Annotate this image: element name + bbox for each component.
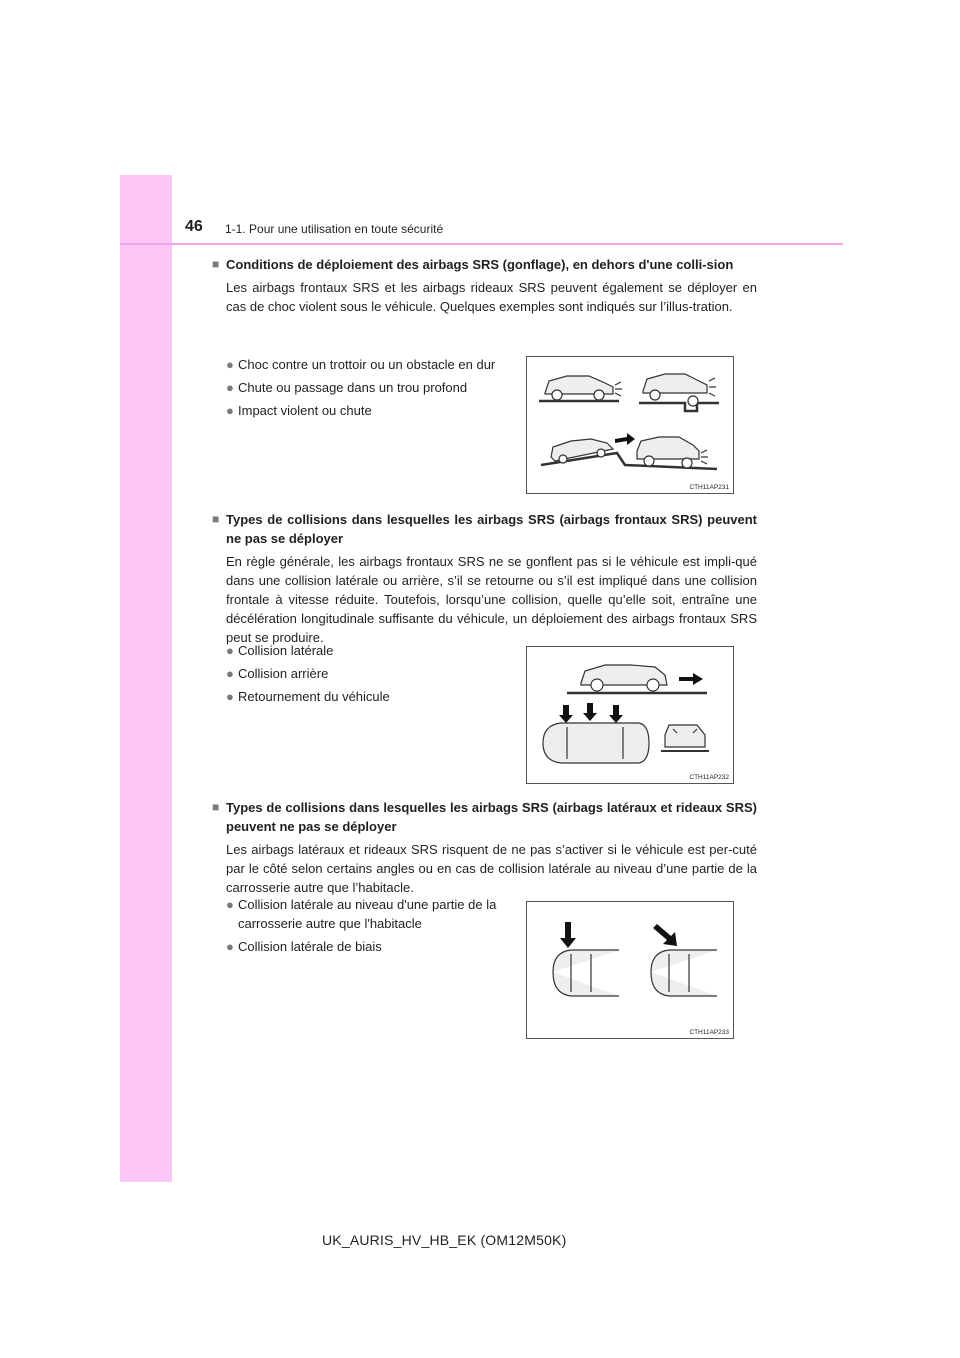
header-rule: [120, 243, 843, 245]
circle-bullet-icon: ●: [226, 939, 234, 954]
page-number: 46: [185, 218, 203, 235]
list-item: ● Retournement du véhicule: [226, 689, 390, 704]
list-item: ● Collision latérale: [226, 643, 334, 658]
bullet-list: [226, 895, 516, 960]
circle-bullet-icon: ●: [226, 689, 234, 704]
car-collision-drawing: [527, 647, 733, 783]
list-item: ● Impact violent ou chute: [226, 403, 372, 418]
list-item: ● Collision arrière: [226, 666, 329, 681]
illustration-side-rear-rollover: [526, 646, 734, 784]
circle-bullet-icon: ●: [226, 403, 234, 418]
square-bullet-icon: ■: [212, 257, 220, 271]
section-heading: ■ Conditions de déploiement des airbags SRS (gonflage), en dehors d'une colli-sion: [212, 257, 734, 272]
section-frontal-no-deploy: [212, 510, 757, 647]
illustration-underbody-impacts: [526, 356, 734, 494]
section-side-no-deploy: [212, 798, 757, 897]
section-title: 1-1. Pour une utilisation en toute sécurité: [225, 222, 444, 236]
square-bullet-icon: ■: [212, 512, 220, 526]
figure-code: CTH11AP232: [689, 774, 729, 781]
illustration-side-angles: [526, 901, 734, 1039]
figure-code: CTH11AP233: [689, 1029, 729, 1036]
list-item: ● Collision latérale au niveau d'une partie de la carrosserie autre que l'habitacle: [226, 897, 497, 931]
document-footer: UK_AURIS_HV_HB_EK (OM12M50K): [322, 1232, 567, 1248]
figure-code: CTH11AP231: [689, 484, 729, 491]
square-bullet-icon: ■: [212, 800, 220, 814]
circle-bullet-icon: ●: [226, 897, 234, 912]
section-heading: ■ Types de collisions dans lesquelles les airbags SRS (airbags frontaux SRS) peuvent ne pas se déployer: [212, 512, 757, 546]
section-heading: ■ Types de collisions dans lesquelles les airbags SRS (airbags latéraux et rideaux SRS) peuvent ne pas se déployer: [212, 800, 757, 834]
list-item: ● Choc contre un trottoir ou un obstacle en dur: [226, 357, 496, 372]
circle-bullet-icon: ●: [226, 357, 234, 372]
section-paragraph: Les airbags latéraux et rideaux SRS risquent de ne pas s’activer si le véhicule est per-cuté par le côté selon certains angles ou en cas de collision latérale au niveau d’une partie de la carrosserie autre que l’habitacle.: [226, 842, 757, 895]
side-tab: [120, 175, 172, 1182]
circle-bullet-icon: ●: [226, 666, 234, 681]
car-side-impact-drawing: [527, 902, 733, 1038]
car-impact-drawing: [527, 357, 733, 493]
list-item: ● Chute ou passage dans un trou profond: [226, 380, 468, 395]
bullet-list: [226, 641, 516, 710]
circle-bullet-icon: ●: [226, 380, 234, 395]
list-item: ● Collision latérale de biais: [226, 939, 382, 954]
circle-bullet-icon: ●: [226, 643, 234, 658]
section-deployment-conditions: [212, 255, 757, 316]
section-paragraph: Les airbags frontaux SRS et les airbags rideaux SRS peuvent également se déployer en cas de choc violent sous le véhicule. Quelques exemples sont indiqués sur l’illus-tration.: [226, 280, 757, 314]
section-paragraph: En règle générale, les airbags frontaux SRS ne se gonflent pas si le véhicule est impli-qué dans une collision latérale ou arrière, s’il se retourne ou s’il est impliqué dans une collision frontale à vitesse réduite. Toutefois, lorsqu’une collision, quelle qu’elle soit, entraîne une décélération longitudinale suffisante du véhicule, un déploiement des airbags frontaux SRS peut se produire.: [226, 554, 757, 645]
bullet-list: [226, 355, 516, 424]
